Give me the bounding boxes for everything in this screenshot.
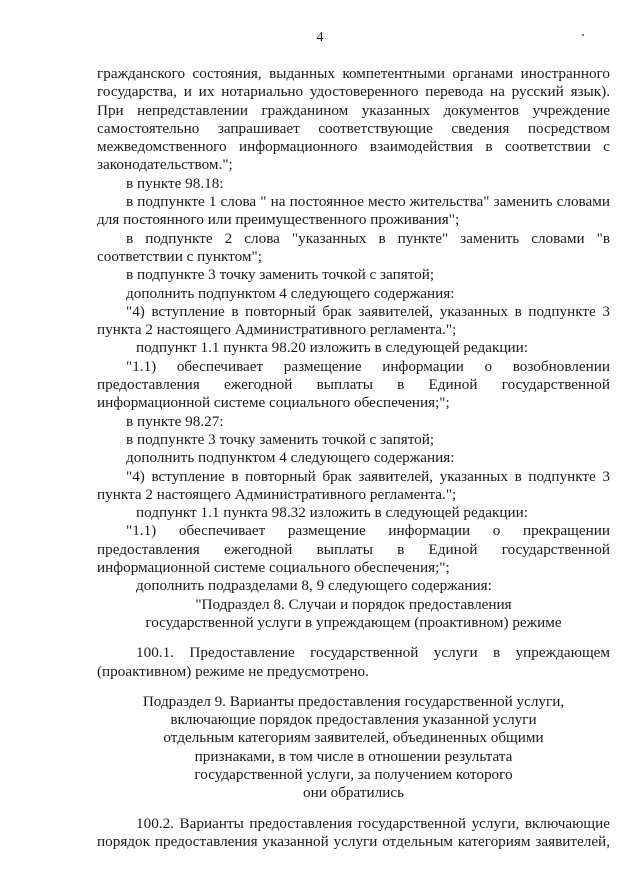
text-line: 100.1. Предоставление государственной услуги в упреждающем [136,644,610,662]
text-line: они обратились [302,784,405,802]
text-line: Подраздел 9. Варианты предоставления государственной услуги, [142,692,565,710]
text-line: дополнить подразделами 8, 9 следующего содержания: [136,577,492,595]
document-body [97,65,610,851]
text-line: (проактивном) режиме не предусмотрено. [97,662,369,680]
scan-speck [582,34,584,36]
text-line: информационной системе социального обеспечения;"; [97,394,450,412]
text-line: "Подраздел 8. Случаи и порядок предоставления [195,595,512,613]
text-line: отдельным категориям заявителей, объединенных общими [163,729,544,747]
paragraph-gap [97,803,610,815]
text-line: гражданского состояния, выданных компетентными органами иностранного [97,65,610,82]
text-line: в подпункте 2 слова "указанных в пункте" заменить словами "в [126,229,610,247]
page-number: 4 [316,30,324,45]
text-line: "4) вступление в повторный брак заявителей, указанных в подпункте 3 [126,302,610,320]
text-line: предоставления ежегодной выплаты в Единой государственной [97,376,610,394]
text-line: подпункт 1.1 пункта 98.32 изложить в следующей редакции: [136,504,528,522]
text-line: "4) вступление в повторный брак заявителей, указанных в подпункте 3 [126,467,610,485]
text-line: соответствии с пунктом"; [97,247,262,265]
text-line: информационной системе социального обеспечения;"; [97,559,450,577]
text-line: для постоянного или преимущественного проживания"; [97,211,460,229]
text-line: в пункте 98.27: [126,412,224,430]
text-line: При непредставлении гражданином указанных документов учреждение [97,101,610,119]
text-line: пункта 2 настоящего Административного регламента."; [97,321,457,339]
text-line: пункта 2 настоящего Административного регламента."; [97,485,457,503]
text-line: государственной услуги в упреждающем (проактивном) режиме [145,613,562,631]
text-line: межведомственного информационного взаимодействия в соответствии с [97,138,610,156]
text-line: в подпункте 1 слова " на постоянное место жительства" заменить словами [126,193,610,211]
text-line: "1.1) обеспечивает размещение информации о возобновлении [126,357,610,375]
text-line: государственной услуги, за получением которого [194,765,513,783]
text-line: "1.1) обеспечивает размещение информации о прекращении [126,522,610,540]
paragraph-gap [97,681,610,693]
text-line: в подпункте 3 точку заменить точкой с запятой; [126,430,435,448]
text-line: дополнить подпунктом 4 следующего содержания: [126,284,455,302]
text-line: в подпункте 3 точку заменить точкой с запятой; [126,266,435,284]
text-line: законодательством."; [97,156,233,174]
paragraph-gap [97,632,610,644]
text-line: 100.2. Варианты предоставления государственной услуги, включающие [136,814,610,832]
text-line: государства, и их нотариально удостоверенного перевода на русский язык). [97,83,610,101]
text-line: самостоятельно запрашивает соответствующие сведения посредством [97,119,610,137]
text-line: дополнить подпунктом 4 следующего содержания: [126,449,455,467]
text-line: включающие порядок предоставления указанной услуги [170,711,537,729]
text-line: порядок предоставления указанной услуги отдельным категориям заявителей, [97,832,610,850]
text-line: признаками, в том числе в отношении результата [194,747,513,765]
text-line: предоставления ежегодной выплаты в Единой государственной [97,540,610,558]
text-line: подпункт 1.1 пункта 98.20 изложить в следующей редакции: [136,339,528,357]
text-line: в пункте 98.18: [126,174,224,192]
